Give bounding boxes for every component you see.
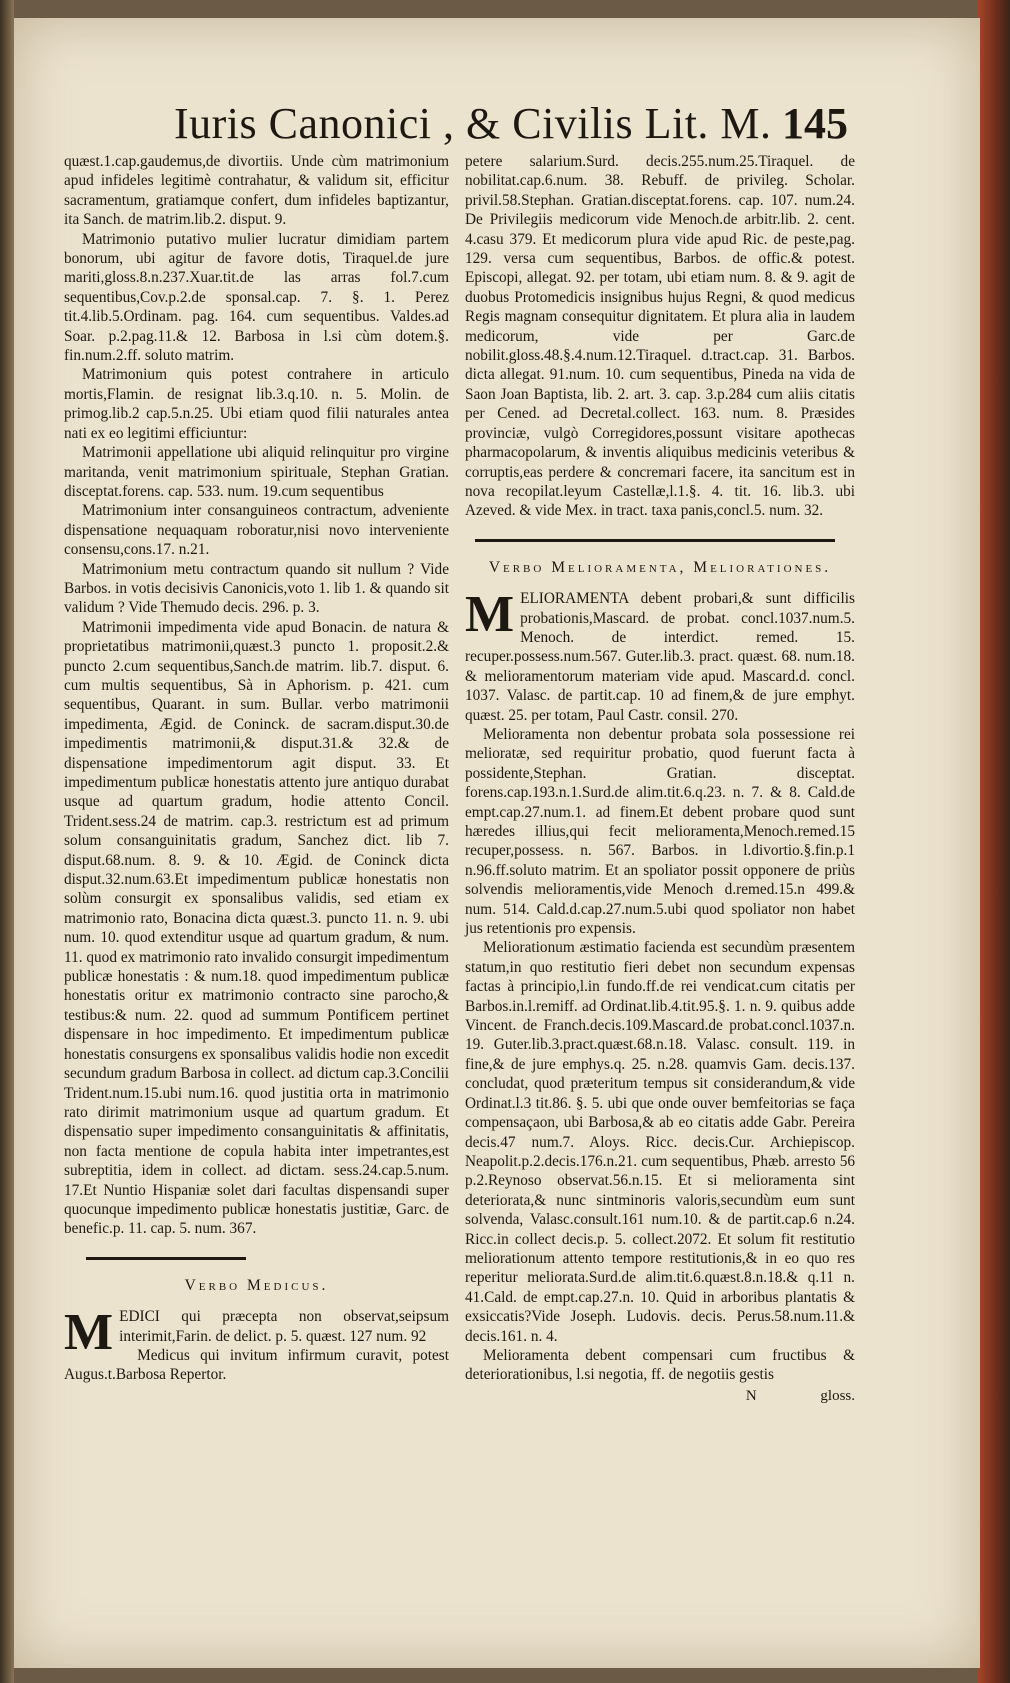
catchword: gloss. [820,1387,855,1404]
drop-initial: M [465,586,515,644]
section-divider [475,539,835,542]
paragraph: petere salarium.Surd. decis.255.num.25.Tiraquel. de nobilitat.cap.6.num. 38. Rebuff. de privileg. Scholar. privil.58.Stephan. Gratian.disceptat.forens. cap. 107. num.24. De Privilegiis medicorum vide Menoch.de arbitr.lib. 2. cent. 4.casu 379. Et medicorum plura vide apud Ric. de peste,pag. 129. versa cum sequentibus, Barbos. de offic.& potest. Episcopi, allegat. 92. per totam, ubi etiam num. 8. & 9. agit de duobus Protomedicis insignibus hujus Regni, & quod medicus Regis magnam consequitur dignitatem. Et plura alia in laudem medicorum, vide per Garc.de nobilit.gloss.48.§.4.num.12.Tiraquel. d.tract.cap. 31. Barbos. dicta allegat. 91.num. 10. cum sequentibus, Pineda na vida de Saon Joan Baptista, lib. 2. art. 3. cap. 3.p.284 cum aliis citatis per Cened. ad Decretal.collect. 163. num. 8. Præsides provinciæ, vulgò Corregidores,possunt visitare apothecas pharmacopolarum, & inventis aliquibus medicinis veteribus & corruptis,eas perdere & concremari facere, ita sancitum est in nova recopilat.leyum Castellæ,l.1.§. 4. tit. 16. lib.3. ubi Azeved. & vide Mex. in tract. taxa panis,concl.5. num. 32. [465,153,855,520]
paragraph: Matrimonium metu contractum quando sit nullum ? Vide Barbos. in votis decisivis Canonicis,voto 1. lib 1. & quando sit validum ? Vide Themudo decis. 296. p. 3. [64,560,449,617]
paragraph: Matrimonium quis potest contrahere in articulo mortis,Flamin. de resignat lib.3.q.10. n. 5. Molin. de primog.lib.2 cap.5.n.25. Ubi etiam quod filii naturales antea nati ex eo legitimi efficiuntur: [64,366,449,442]
paragraph: Meliorationum æstimatio facienda est secundùm præsentem statum,in quo restitutio fieri debet non secundum expensas factas à principio,l.in fundo.ff.de rei vendicat.cum citatis per Barbos.in.l.remiff. ad Ordinat.lib.4.tit.95.§. 1. n. 9. quibus adde Vincent. de Franch.decis.109.Mascard.de probat.concl.1037.n. 19. Guter.lib.3.pract.quæst.68.n.18. Valasc. consult. 119. in fine,& de jure emphys.q. 25. n.28. quamvis Gam. decis.137. concludat, quod præteritum tempus sit considerandum,& vide Ordinat.l.3 tit.86. §. 5. ubi que onde ouver bemfeitorias se faça compensaçaon, ubi Barbosa,& ab eo citatis adde Gabr. Pereira decis.47 num.7. Aloys. Ricc. decis.Cur. Archiepiscop. Neapolit.p.2.decis.176.n.21. cum sequentibus, Phæb. arresto 56 p.2.Reynoso observat.56.n.15. Et si melioramenta sint deteriorata,& nunc sintminoris valoris,secundùm eum sunt solvenda, Valasc.consult.161 num.10. & de partit.cap.6 n.24. Ricc.in collect decis.p. 5. collect.2072. Et solum fit restitutio meliorationum attento tempore restitutionis,& in eo quo res reperitur meliorata.Surd.de alim.tit.6.quæst.8.n.18.& q.11 n. 41.Cald. de empt.cap.27.n. 10. Quid in arboribus plantatis & exsiccatis?Vide Joseph. Ludovis. decis. Perus.58.num.11.& decis.161. n. 4. [465,939,855,1345]
paragraph [465,586,855,725]
section-divider [86,1257,246,1260]
paragraph: quæst.1.cap.gaudemus,de divortiis. Unde cùm matrimonium apud infideles legitimè contrahatur, & validum sit, efficitur sacramentum, gratiamque confert, dum infideles baptizantur, ita Sanch. de matrim.lib.2. disput. 9. [64,153,449,229]
left-column [64,152,449,1385]
page-footer [465,1387,855,1406]
paragraph-text: ELIORAMENTA debent probari,& sunt difficilis probationis,Mascard. de probat. concl.1037.num.5. Menoch. de interdict. remed. 15. recuper.possess.num.567. Guter.lib.3. pract. quæst. 68. num.18. & melioramentorum materiam vide apud. Mascard.d. concl. 1037. Valasc. de partit.cap. 10 ad finem,& de jure emphyt. quæst. 25. per totam, Paul Castr. consil. 270. [465,590,855,724]
section-title-melioramenta: Verbo Melioramenta, Meliorationes. [488,558,832,576]
paragraph: Matrimonii appellatione ubi aliquid relinquitur pro virgine maritanda, venit matrimonium spirituale, Stephan Gratian. disceptat.forens. cap. 533. num. 19.cum sequentibus [64,444,449,500]
signature-mark: N [745,1387,757,1404]
paragraph: Medicus qui invitum infirmum curavit, potest Augus.t.Barbosa Repertor. [64,1346,449,1384]
drop-initial: M [64,1304,114,1362]
paragraph: Melioramenta non debentur probata sola possessione rei melioratæ, sed requiritur probatio, quod fuerunt facta à possidente,Stephan. Gratian. disceptat. forens.cap.193.n.1.Surd.de alim.tit.6.q.23. n. 7. & 8. Cald.de empt.cap.27.num.1. ad finem.Et debent probare quod sunt hæredes illius,qui fecit melioramenta,Menoch.remed.15 recuper,possess. n. 567. Barbos. in l.divortio.§.fin.p.1 n.96.ff.soluto matrim. Et an spoliator possit opponere de priùs solvendis melioramentis,vide Menoch d.remed.15.n 499.& num. 514. Cald.d.cap.27.num.5.ubi quod spoliator non habet jus retentionis pro expensis. [465,725,855,938]
paragraph-text: EDICI qui præcepta non observat,seipsum interimit,Farin. de delict. p. 5. quæst. 127 num. 92 [119,1308,449,1345]
paragraph: Melioramenta debent compensari cum fructibus & deteriorationibus, l.si negotia, ff. de negotiis gestis [465,1346,855,1384]
page-number: 145 [782,99,848,148]
paragraph: Matrimonii impedimenta vide apud Bonacin. de natura & proprietatibus matrimonii,quæst.3 puncto 1. proposit.2.& puncto 2.cum sequentibus,Sanch.de matrim. lib.7. disput. 6. cum multis sequentibus, Sà in Aphorism. p. 421. cum sequentibus, Quarant. in sum. Bullar. verbo matrimonii impedimenta, Ægid. de Coninck. de sacram.disput.30.de impedimentis matrimonii,& disput.31.& 32.& de dispensatione impedimentorum agit disput. 33. Et impedimentum publicæ honestatis attento jure antiquo durabat usque ad quartum gradum, hodie attento Concil. Trident.sess.24 de matrim. cap.3. restrictum est ad primum solum consanguinitatis gradum, Sanchez dict. lib 7. disput.68.num. 8. 9. & 10. Ægid. de Coninck dicta disput.32.num.63.Et impedimentum publicæ honestatis non solùm consurgit ex sponsalibus validis, sed etiam ex matrimonio rato, Bonacina dicta quæst.3. puncto 11. n. 9. ubi num. 10. quod extenditur usque ad quartum gradum, & num. 11. quod ex matrimonio rato invalido consurgit impedimentum publicæ honestatis : & num.18. quod impedimentum publicæ honestatis oritur ex matrimonio contracto sine parocho,& testibus:& num. 22. quod ad summum Pontificem pertinet dispensare in hoc impedimento. Et impedimentum publicæ honestatis consurgens ex sponsalibus validis hodie non excedit secundum gradum Barbosa in collect. ad dictum cap.3.Concilii Trident.num.15.ubi num.16. quod justitia orta in matrimonio rato dirimit matrimonium usque ad quartum gradum. Et dispensatio super impedimento consanguinitatis & affinitatis, non facta mentione de copula habita inter impetrantes,est subreptitia, idem in collect. ad dictam. sess.24.cap.5.num. 17.Et Nuntio Hispaniæ solet dari facultas dispensandi super quocunque impedimento publicæ honestatis justitiæ, Garc. de benefic.p. 11. cap. 5. num. 367. [64,618,449,1238]
running-head: Iuris Canonici , & Civilis Lit. M. [174,99,772,148]
right-column [465,152,855,1406]
section-title-medicus: Verbo Medicus. [184,1276,329,1294]
paragraph [64,1304,449,1362]
book-page [14,18,980,1668]
paragraph: Matrimonio putativo mulier lucratur dimidiam partem bonorum, ubi agitur de favore dotis, Tiraquel.de jure mariti,gloss.8.n.237.Xuar.tit.de las arras fol.7.cum sequentibus,Cov.p.2.de sponsal.cap. 7. §. 1. Perez tit.4.lib.5.Ordinam. pag. 164. cum sequentibus. Valdes.ad Soar. p.2.pag.11.& 12. Barbosa in l.si cùm dotem.§. fin.num.2.ff. soluto matrim. [64,230,449,365]
paragraph: Matrimonium inter consanguineos contractum, adveniente dispensatione nequaquam roboratur,nisi novo interveniente consensu,cons.17. n.21. [64,502,449,559]
book-edge-left [0,0,14,1683]
book-edge-right [978,0,1010,1683]
